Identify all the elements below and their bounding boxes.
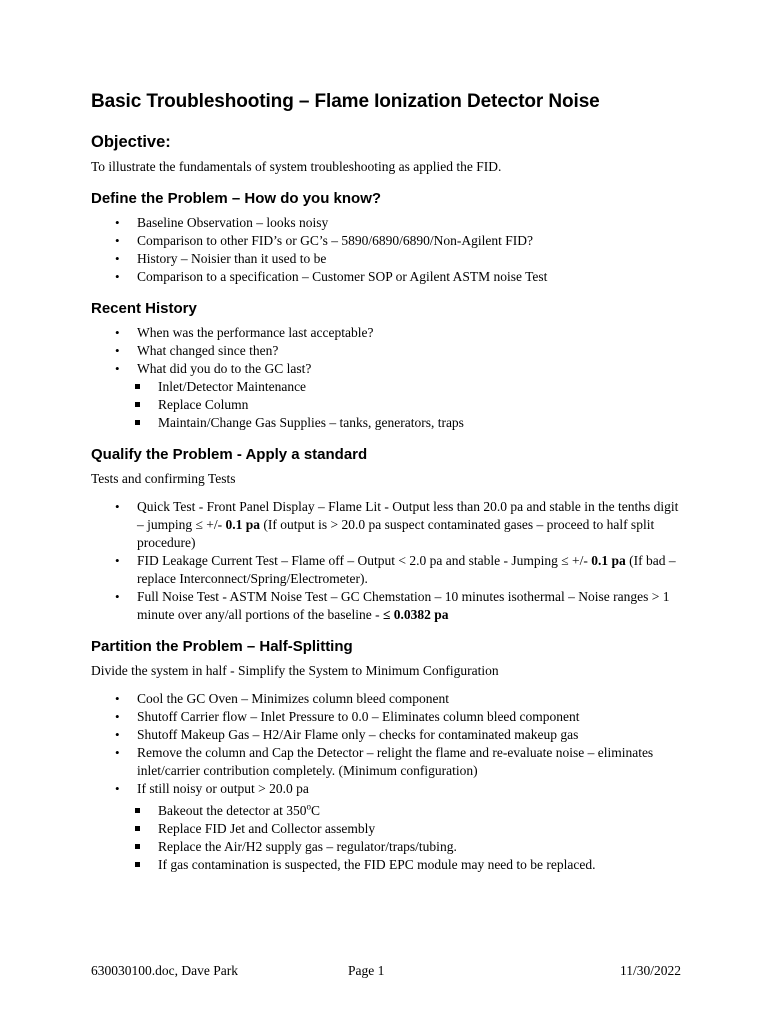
- bullet-icon: •: [115, 499, 120, 514]
- bullet-icon: •: [115, 269, 120, 284]
- list-item: • Comparison to other FID’s or GC’s – 5890/6890/6890/Non-Agilent FID?: [115, 233, 533, 248]
- sub-list-item: Replace Column: [91, 396, 681, 414]
- history-list: [91, 324, 681, 432]
- qualify-list: [91, 498, 681, 624]
- square-bullet-icon: [135, 844, 140, 849]
- bullet-icon: •: [115, 325, 120, 340]
- qualify-heading: Qualify the Problem - Apply a standard: [91, 446, 368, 463]
- list-item: • Shutoff Carrier flow – Inlet Pressure to 0.0 – Eliminates column bleed component: [115, 709, 580, 724]
- list-item: • Remove the column and Cap the Detector – relight the flame and re-evaluate noise – eliminates inlet/carrier contribution completely. (Minimum configuration): [115, 745, 654, 778]
- list-item: • When was the performance last acceptable?: [115, 325, 374, 340]
- partition-sublist: [137, 802, 681, 874]
- square-bullet-icon: [135, 862, 140, 867]
- footer-filename: 630030100.doc, Dave Park: [91, 963, 238, 978]
- bullet-icon: •: [115, 251, 120, 266]
- sub-list-item: Maintain/Change Gas Supplies – tanks, generators, traps: [91, 414, 681, 432]
- qualify-intro: Tests and confirming Tests: [91, 471, 236, 486]
- list-item: • Comparison to a specification – Customer SOP or Agilent ASTM noise Test: [115, 269, 548, 284]
- partition-list: [91, 690, 681, 874]
- bullet-icon: •: [115, 589, 120, 604]
- partition-heading: Partition the Problem – Half-Splitting: [91, 638, 353, 655]
- bullet-icon: •: [115, 361, 120, 376]
- history-sublist: [137, 378, 681, 432]
- bullet-icon: •: [115, 727, 120, 742]
- page-footer: [91, 962, 681, 980]
- history-heading: Recent History: [91, 300, 197, 317]
- square-bullet-icon: [135, 402, 140, 407]
- list-item: • What changed since then?: [115, 343, 279, 358]
- bullet-icon: •: [115, 343, 120, 358]
- document-title: Basic Troubleshooting – Flame Ionization Detector Noise: [91, 91, 600, 112]
- bullet-icon: •: [115, 691, 120, 706]
- bullet-icon: •: [115, 233, 120, 248]
- bullet-icon: •: [115, 709, 120, 724]
- footer-date: 11/30/2022: [619, 963, 681, 978]
- square-bullet-icon: [135, 420, 140, 425]
- list-item: • If still noisy or output > 20.0 pa Bakeout the detector at 350$^o$C Replace FID Jet and Collector assembly Replace the Air/H2 supply gas – regulator/traps/tubing. If gas contamination is suspected, the FID EPC module may need to be replaced.: [91, 780, 681, 874]
- list-item: • Cool the GC Oven – Minimizes column bleed component: [115, 691, 449, 706]
- define-list: [91, 214, 681, 286]
- sub-list-item: Bakeout the detector at 350$^o$C: [91, 802, 681, 820]
- objective-text: To illustrate the fundamentals of system troubleshooting as applied the FID.: [91, 159, 502, 174]
- sub-list-item: Inlet/Detector Maintenance: [91, 378, 681, 396]
- square-bullet-icon: [135, 826, 140, 831]
- define-heading: Define the Problem – How do you know?: [91, 190, 382, 207]
- list-item: • Baseline Observation – looks noisy: [115, 215, 329, 230]
- bullet-icon: •: [115, 553, 120, 568]
- objective-heading: Objective:: [91, 133, 171, 151]
- square-bullet-icon: [135, 384, 140, 389]
- document-body: [91, 90, 681, 874]
- footer-page-number: Page 1: [348, 963, 385, 978]
- sub-list-item: Replace FID Jet and Collector assembly: [91, 820, 681, 838]
- list-item: • Quick Test - Front Panel Display – Flame Lit - Output less than 20.0 pa and stable in the tenths digit – jumping ≤ +/- 0.1 pa (If output is > 20.0 pa suspect contaminated gases – proceed to half split procedure): [115, 499, 679, 550]
- sub-list-item: Replace the Air/H2 supply gas – regulator/traps/tubing.: [91, 838, 681, 856]
- list-item: • Full Noise Test - ASTM Noise Test – GC Chemstation – 10 minutes isothermal – Noise ranges > 1 minute over any/all portions of the baseline - ≤ 0.0382 pa: [115, 589, 670, 622]
- list-item: • History – Noisier than it used to be: [115, 251, 327, 266]
- bullet-icon: •: [115, 745, 120, 760]
- list-item: • Shutoff Makeup Gas – H2/Air Flame only – checks for contaminated makeup gas: [115, 727, 579, 742]
- partition-intro: Divide the system in half - Simplify the System to Minimum Configuration: [91, 663, 499, 678]
- bullet-icon: •: [115, 781, 120, 796]
- bullet-icon: •: [115, 215, 120, 230]
- sub-list-item: If gas contamination is suspected, the FID EPC module may need to be replaced.: [91, 856, 681, 874]
- list-item: • FID Leakage Current Test – Flame off – Output < 2.0 pa and stable - Jumping ≤ +/- 0.1 pa (If bad – replace Interconnect/Spring/Electrometer).: [115, 553, 676, 586]
- list-item: • What did you do to the GC last? Inlet/Detector Maintenance Replace Column Maintain/Change Gas Supplies – tanks, generators, traps: [91, 360, 681, 432]
- square-bullet-icon: [135, 808, 140, 813]
